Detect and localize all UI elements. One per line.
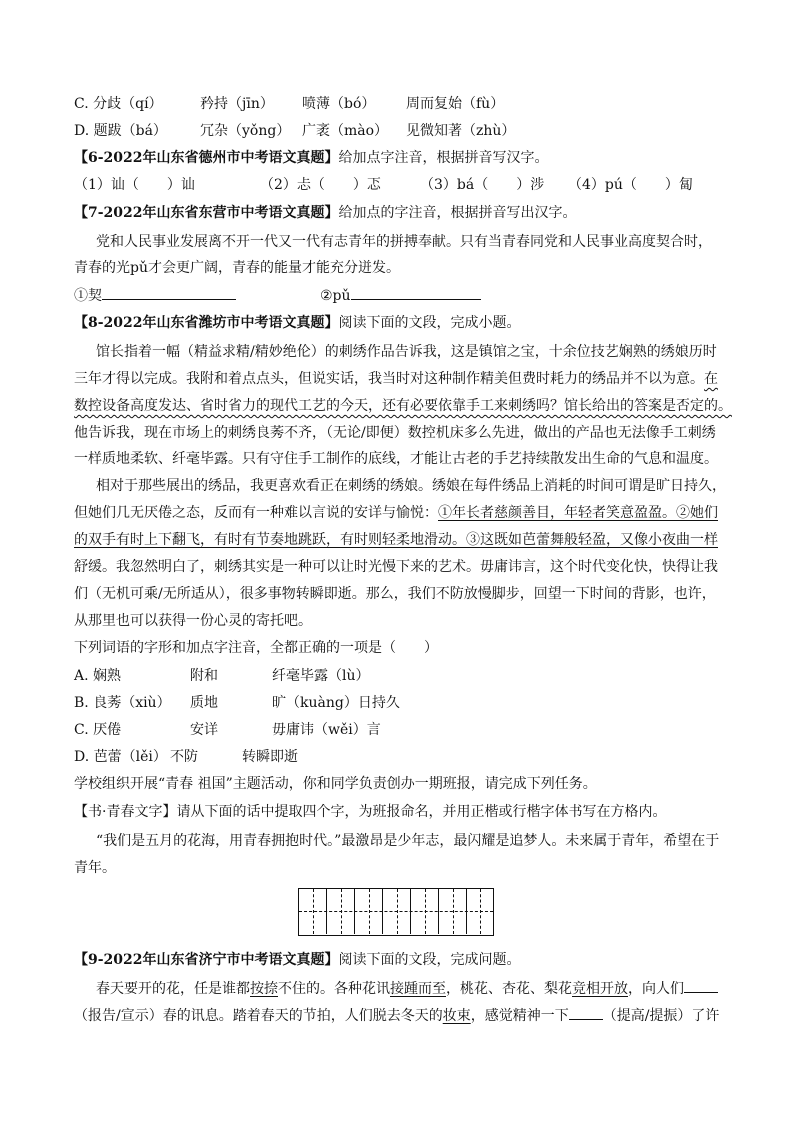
q6-item-1: （1）讪（ ）讪 bbox=[74, 177, 195, 193]
grid-cell[interactable] bbox=[411, 889, 439, 934]
question-prompt: 阅读下面的文段，完成小题。 bbox=[338, 315, 521, 331]
question-prompt: 给加点的字注音，根据拼音写出汉字。 bbox=[338, 205, 577, 221]
q9-passage-line-2: （报告/宣示）春的讯息。踏着春天的节拍，人们脱去冬天的妆束，感觉精神一下 （提高/提振）了许 bbox=[74, 1005, 719, 1026]
q6-item-2: （2）忐（ ）忑 bbox=[260, 177, 381, 193]
q6-item-4: （4）pú（ ）匐 bbox=[568, 177, 693, 193]
activity-quote-line-1: “我们是五月的花海，用青春拥抱时代。”最激昂是少年志，最闪耀是追梦人。未来属于青年，希望在于 bbox=[96, 833, 720, 849]
writing-grid[interactable] bbox=[298, 888, 494, 936]
q8-passage-line-7: 但她们几无厌倦之态，反而有一种难以言说的安详与愉悦：①年长者慈颜善目，年轻者笑意盈盈。②她们 bbox=[74, 505, 718, 521]
question-prompt: 给加点字注音，根据拼音写汉字。 bbox=[338, 150, 549, 166]
question-source: 【9-2022年山东省济宁市中考语文真题】 bbox=[74, 952, 339, 968]
q5-option-c: C. 分歧（qí） 矜持（jīn） 喷薄（bó） 周而复始（fù） bbox=[74, 96, 505, 112]
activity-task: 【书·青春文字】请从下面的话中提取四个字，为班报命名，并用正楷或行楷字体书写在方格内。 bbox=[74, 804, 667, 820]
grid-cell[interactable] bbox=[383, 889, 411, 934]
q8-option-b[interactable]: B. 良莠（xiù） 质地 旷（kuàng）日持久 bbox=[74, 695, 400, 711]
q5-option-d: D. 题跋（bá） 冗杂（yǒng） 广袤（mào） 见微知著（zhù） bbox=[74, 123, 516, 139]
q8-option-d[interactable]: D. 芭蕾（lěi） 不防 转瞬即逝 bbox=[74, 749, 298, 765]
grid-cell[interactable] bbox=[355, 889, 383, 934]
q7-passage-line-2: 青春的光pǔ才会更广阔，青春的能量才能充分迸发。 bbox=[74, 260, 400, 276]
question-prompt: 阅读下面的文段，完成问题。 bbox=[338, 952, 521, 968]
q8-passage-line-1: 馆长指着一幅（精益求精/精妙绝伦）的刺绣作品告诉我，这是镇馆之宝，十余位技艺娴熟的绣娘历时 bbox=[96, 344, 717, 360]
q8-question: 下列词语的字形和加点字注音，全都正确的一项是（ ） bbox=[74, 640, 438, 656]
grid-cell[interactable] bbox=[467, 889, 495, 934]
q8-option-a[interactable]: A. 娴熟 附和 纤毫毕露（lù） bbox=[74, 668, 370, 684]
blank-label-2: ②pǔ bbox=[320, 288, 351, 304]
answer-blank[interactable] bbox=[569, 1005, 603, 1020]
q9-heading bbox=[74, 950, 521, 970]
answer-blank-1[interactable] bbox=[102, 285, 236, 300]
q8-passage-line-4: 他告诉我，现在市场上的刺绣良莠不齐，（无论/即便）数控机床多么先进，做出的产品也无法像手工刺绣 bbox=[74, 425, 716, 441]
q8-passage-line-10: 们（无机可乘/无所适从），很多事物转瞬即逝。那么，我们不防放慢脚步，回望一下时间的背影，也许， bbox=[74, 586, 716, 602]
q7-answer-blanks bbox=[74, 285, 481, 306]
q8-passage-line-11: 从那里也可以获得一份心灵的寄托吧。 bbox=[74, 613, 312, 629]
answer-blank[interactable] bbox=[684, 978, 718, 993]
question-source: 【6-2022年山东省德州市中考语文真题】 bbox=[74, 150, 339, 166]
q8-option-c[interactable]: C. 厌倦 安详 毋庸讳（wěi）言 bbox=[74, 722, 381, 738]
grid-cell[interactable] bbox=[327, 889, 355, 934]
q8-passage-line-9: 舒缓。我忽然明白了，刺绣其实是一种可以让时光慢下来的艺术。毋庸讳言，这个时代变化快，快得让我 bbox=[74, 559, 718, 575]
q8-passage-line-2: 三年才得以完成。我附和着点点头，但说实话，我当时对这种制作精美但费时耗力的绣品并不以为意。在 bbox=[74, 371, 718, 387]
q7-passage-line-1: 党和人民事业发展离不开一代又一代有志青年的拼搏奉献。只有当青春同党和人民事业高度契合时， bbox=[96, 234, 712, 250]
question-source: 【8-2022年山东省潍坊市中考语文真题】 bbox=[74, 315, 339, 331]
q8-passage-line-3: 数控设备高度发达、省时省力的现代工艺的今天，还有必要依靠手工来刺绣吗？馆长给出的答案是否定的。 bbox=[74, 398, 732, 414]
q6-item-3: （3）bá（ ）涉 bbox=[420, 177, 545, 193]
activity-quote-line-2: 青年。 bbox=[74, 860, 116, 876]
answer-blank-2[interactable] bbox=[351, 285, 481, 300]
activity-intro: 学校组织开展“青春 祖国”主题活动，你和同学负责创办一期班报，请完成下列任务。 bbox=[74, 776, 597, 792]
grid-cell[interactable] bbox=[439, 889, 467, 934]
q8-passage-line-6: 相对于那些展出的绣品，我更喜欢看正在刺绣的绣娘。绣娘在每件绣品上消耗的时间可谓是旷日持久， bbox=[96, 478, 726, 494]
q7-heading bbox=[74, 203, 577, 223]
question-source: 【7-2022年山东省东营市中考语文真题】 bbox=[74, 205, 339, 221]
q8-passage-line-8: 的双手有时上下翻飞，有时有节奏地跳跃，有时则轻柔地滑动。③这既如芭蕾舞般轻盈，又像小夜曲一样 bbox=[74, 532, 718, 548]
q8-passage-line-5: 一样质地柔软、纤毫毕露。只有守住手工制作的底线，才能让古老的手艺持续散发出生命的气息和温度。 bbox=[74, 451, 718, 467]
q9-passage-line-1: 春天要开的花，任是谁都按捺不住的。各种花讯接踵而至，桃花、杏花、梨花竞相开放，向人们 bbox=[96, 978, 718, 999]
q6-heading bbox=[74, 148, 549, 168]
q6-items bbox=[74, 175, 693, 195]
grid-cell[interactable] bbox=[299, 889, 327, 934]
q8-heading bbox=[74, 313, 521, 333]
blank-label-1: ①契 bbox=[74, 288, 102, 304]
